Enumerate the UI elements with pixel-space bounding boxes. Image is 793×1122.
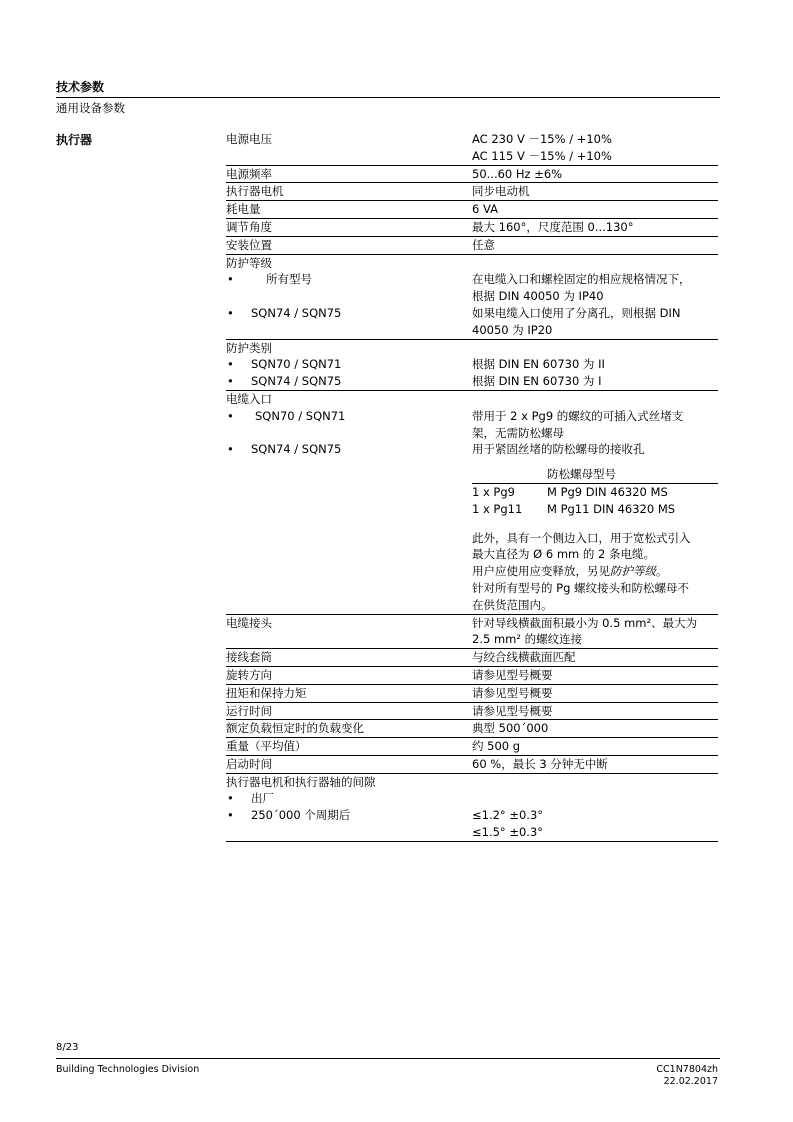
footer-doc-id: CC1N7804zh	[656, 1064, 718, 1075]
row-label: 运行时间	[226, 702, 472, 720]
row-label	[226, 254, 472, 339]
table-row	[226, 201, 718, 219]
table-row	[226, 702, 718, 720]
list-item: • SQN70 / SQN71	[227, 408, 346, 423]
table-row	[226, 649, 718, 667]
row-value: ≤1.2° ±0.3° ≤1.5° ±0.3°	[472, 773, 718, 841]
table-row	[226, 755, 718, 773]
table-row: 1 x Pg11 M Pg11 DIN 46320 MS	[472, 501, 676, 516]
note-line: 针对所有型号的 Pg 螺纹接头和防松螺母不	[472, 580, 690, 595]
row-value: 6 VA	[472, 201, 718, 219]
table-row	[226, 131, 718, 165]
table-row	[226, 614, 718, 649]
row-value: 约 500 g	[472, 738, 718, 756]
table-row	[226, 666, 718, 684]
list-item: • SQN74 / SQN75	[227, 374, 342, 389]
row-label-text: 防护等级	[226, 255, 272, 270]
table-row	[226, 236, 718, 254]
row-label: 耗电量	[226, 201, 472, 219]
spec-table	[226, 131, 718, 842]
table-row	[226, 773, 718, 841]
list-item: • SQN70 / SQN71	[227, 357, 342, 372]
bullet: •	[227, 374, 234, 389]
row-label: 接线套筒	[226, 649, 472, 667]
row-value: 在电缆入口和螺栓固定的相应规格情况下， 根据 DIN 40050 为 IP40 如果电缆入口使用了分离孔，则根据 DIN 40050 为 IP20	[472, 254, 718, 339]
table-row	[226, 165, 718, 183]
row-label: 启动时间	[226, 755, 472, 773]
bullet: •	[227, 808, 234, 823]
table-row	[226, 720, 718, 738]
bullet: •	[227, 357, 234, 372]
row-label: 扭矩和保持力矩	[226, 684, 472, 702]
row-value: 带用于 2 x Pg9 的螺纹的可插入式丝堵支 架，无需防松螺母 用于紧固丝堵的防松螺母的接收孔 防松螺母型号 1 x Pg9 M Pg9 DIN 46320 MS 1 x Pg11 M Pg11 DIN 46320 MS 此外，具有一个侧边入口，用于宽松式引入 最大直径为 Ø 6 mm 的 2 条电缆。 用户应使用应变释放，另见防护等级。 针对所有型号的 Pg 螺纹接头和防松螺母不 在供货范围内。	[472, 390, 718, 614]
row-label: 安装位置	[226, 236, 472, 254]
row-value: 请参见型号概要	[472, 666, 718, 684]
table-row	[226, 390, 718, 614]
row-label: 重量（平均值）	[226, 738, 472, 756]
bullet: •	[227, 305, 234, 320]
list-item: • SQN74 / SQN75	[227, 305, 342, 320]
table-row	[226, 684, 718, 702]
list-item: • 250´000 个周期后	[227, 808, 351, 823]
table-row	[226, 738, 718, 756]
bullet: •	[227, 408, 234, 423]
row-value: 典型 500´000	[472, 720, 718, 738]
row-value: 最大 160°，尺度范围 0...130°	[472, 218, 718, 236]
footer-company: Building Technologies Division	[56, 1064, 200, 1075]
row-value: 根据 DIN EN 60730 为 II 根据 DIN EN 60730 为 I	[472, 339, 718, 390]
note-line: 最大直径为 Ø 6 mm 的 2 条电缆。	[472, 547, 656, 562]
table-row	[226, 339, 718, 390]
row-value	[472, 131, 718, 165]
page-number: 8/23	[56, 1042, 79, 1053]
row-label: 额定负载恒定时的负载变化	[226, 720, 472, 738]
row-value: 与绞合线横截面匹配	[472, 649, 718, 667]
note-line: 用户应使用应变释放，另见防护等级。	[472, 564, 668, 579]
table-row	[226, 183, 718, 201]
row-label: 执行器电机	[226, 183, 472, 201]
header-rule	[56, 97, 720, 98]
note-line: 此外，具有一个侧边入口，用于宽松式引入	[472, 530, 691, 545]
value-line: AC 230 V －15% / +10%	[472, 132, 612, 146]
list-item: • 出厂	[227, 791, 274, 806]
row-value: 针对导线横截面积最小为 0.5 mm²、最大为 2.5 mm² 的螺纹连接	[472, 614, 718, 649]
row-label: 电缆入口 • SQN70 / SQN71 • SQN74 / SQN75	[226, 390, 472, 614]
locknut-table	[472, 466, 718, 517]
page-title: 技术参数	[56, 80, 105, 94]
footer-date: 22.02.2017	[663, 1076, 718, 1087]
row-label: 电缆接头	[226, 614, 472, 649]
section-title: 执行器	[56, 133, 93, 147]
row-value: 请参见型号概要	[472, 702, 718, 720]
locknut-header: 防松螺母型号	[547, 466, 718, 483]
row-value: 50...60 Hz ±6%	[472, 165, 718, 183]
bullet: •	[227, 791, 234, 806]
list-item: • SQN74 / SQN75	[227, 442, 342, 457]
row-label: 电源频率	[226, 165, 472, 183]
table-row: 1 x Pg9 M Pg9 DIN 46320 MS	[472, 484, 668, 499]
row-label: 调节角度	[226, 218, 472, 236]
row-value: 请参见型号概要	[472, 684, 718, 702]
row-label: 旋转方向	[226, 666, 472, 684]
table-row	[226, 218, 718, 236]
page-subtitle: 通用设备参数	[56, 101, 125, 115]
note-line: 在供货范围内。	[472, 597, 553, 612]
value-line: AC 115 V －15% / +10%	[472, 148, 612, 163]
row-label: 电源电压	[226, 131, 472, 165]
bullet: •	[227, 272, 234, 287]
row-label: 防护类别 • SQN70 / SQN71 • SQN74 / SQN75	[226, 339, 472, 390]
row-label: 执行器电机和执行器轴的间隙 • 出厂 • 250´000 个周期后	[226, 773, 472, 841]
list-item: • 所有型号	[227, 272, 312, 287]
table-row	[226, 254, 718, 339]
row-value: 60 %，最长 3 分钟无中断	[472, 755, 718, 773]
bullet: •	[227, 442, 234, 457]
row-value: 同步电动机	[472, 183, 718, 201]
footer-rule	[56, 1058, 720, 1059]
row-value: 任意	[472, 236, 718, 254]
